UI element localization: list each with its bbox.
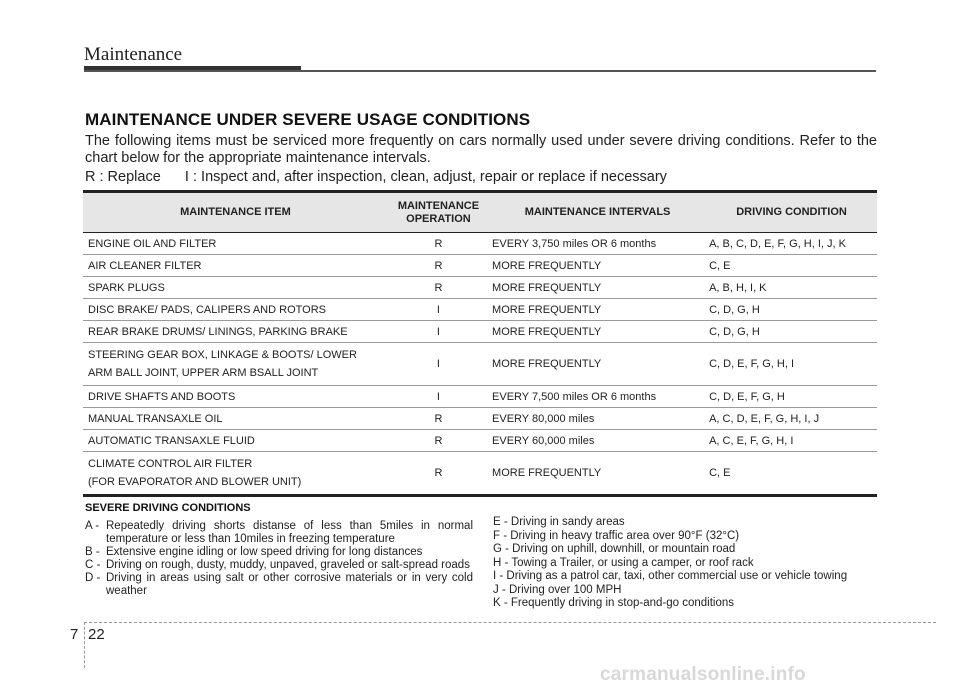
cell-driving-condition: A, B, H, I, K [706, 277, 877, 299]
cell-maintenance-item [83, 255, 388, 277]
cell-interval: EVERY 3,750 miles OR 6 months [489, 233, 706, 255]
section-title: MAINTENANCE UNDER SEVERE USAGE CONDITIONS [85, 110, 531, 129]
cell-interval: MORE FREQUENTLY [489, 299, 706, 321]
condition-item [85, 546, 473, 559]
cell-operation: R [388, 233, 489, 255]
maintenance-table-wrapper [83, 190, 877, 497]
cell-operation: R [388, 408, 489, 430]
cell-maintenance-item [83, 452, 388, 496]
row-item-line1: CLIMATE CONTROL AIR FILTER [88, 458, 253, 470]
row-item-line1: AIR CLEANER FILTER [88, 259, 202, 272]
cell-driving-condition: C, E [706, 255, 877, 277]
condition-text: Repeatedly driving shorts distanse of less than 5miles in normal temperature or less than 10miles in freezing temperature [106, 520, 473, 545]
maintenance-table [83, 190, 877, 497]
table-row [83, 386, 877, 408]
footer-divider [84, 622, 85, 668]
condition-item: F - Driving in heavy traffic area over 90°F (32°C) [493, 529, 740, 542]
severe-conditions-title: SEVERE DRIVING CONDITIONS [85, 502, 251, 514]
condition-item [85, 520, 473, 546]
table-row [83, 255, 877, 277]
cell-driving-condition: A, C, D, E, F, G, H, I, J [706, 408, 877, 430]
condition-item: G - Driving on uphill, downhill, or mountain road [493, 543, 736, 555]
condition-text: Extensive engine idling or low speed driving for long distances [106, 546, 423, 558]
cell-maintenance-item [83, 233, 388, 255]
chapter-number: 7 [70, 626, 79, 643]
table-row [83, 321, 877, 343]
header-driving-condition: DRIVING CONDITION [706, 192, 877, 233]
table-header-row [83, 192, 877, 233]
row-item-line1: MANUAL TRANSAXLE OIL [88, 412, 223, 425]
cell-interval: MORE FREQUENTLY [489, 343, 706, 386]
cell-maintenance-item [83, 321, 388, 343]
cell-maintenance-item [83, 408, 388, 430]
header-maintenance-item: MAINTENANCE ITEM [83, 192, 388, 233]
cell-interval: EVERY 60,000 miles [489, 430, 706, 452]
header-rule [84, 70, 876, 72]
cell-interval: MORE FREQUENTLY [489, 452, 706, 496]
cell-operation: I [388, 299, 489, 321]
cell-driving-condition: C, D, G, H [706, 321, 877, 343]
condition-item: K - Frequently driving in stop-and-go conditions [493, 597, 734, 609]
condition-letter: B - [85, 546, 100, 558]
page-number: 22 [88, 626, 105, 643]
header-maintenance-operation: MAINTENANCE OPERATION [388, 192, 489, 233]
row-item-line1: ENGINE OIL AND FILTER [88, 237, 217, 250]
table-row [83, 299, 877, 321]
cell-interval: MORE FREQUENTLY [489, 255, 706, 277]
row-item-line1: SPARK PLUGS [88, 281, 165, 294]
cell-operation: R [388, 430, 489, 452]
table-row [83, 452, 877, 496]
table-row [83, 430, 877, 452]
row-item-line1: REAR BRAKE DRUMS/ LININGS, PARKING BRAKE [88, 325, 348, 338]
row-item-line1: STEERING GEAR BOX, LINKAGE & BOOTS/ LOWER [88, 349, 357, 361]
cell-driving-condition: A, C, E, F, G, H, I [706, 430, 877, 452]
condition-item: I - Driving as a patrol car, taxi, other commercial use or vehicle towing [493, 570, 848, 582]
cell-maintenance-item [83, 277, 388, 299]
cell-interval: EVERY 7,500 miles OR 6 months [489, 386, 706, 408]
row-item-line1: DRIVE SHAFTS AND BOOTS [88, 390, 236, 403]
condition-item: E - Driving in sandy areas [493, 516, 625, 528]
cell-operation: R [388, 452, 489, 496]
cell-operation: I [388, 386, 489, 408]
cell-driving-condition: C, D, E, F, G, H [706, 386, 877, 408]
severe-conditions-right-list [493, 516, 877, 611]
condition-item [85, 572, 473, 598]
cell-interval: MORE FREQUENTLY [489, 277, 706, 299]
page-header-title: Maintenance [84, 44, 183, 65]
condition-item: J - Driving over 100 MPH [493, 583, 622, 596]
cell-driving-condition: C, D, G, H [706, 299, 877, 321]
intro-paragraph: The following items must be serviced more frequently on cars normally used under severe driving conditions. Refer to the chart below for the appropriate maintenance intervals. [85, 133, 877, 166]
row-item-line2: ARM BALL JOINT, UPPER ARM BSALL JOINT [88, 367, 319, 379]
cell-maintenance-item [83, 343, 388, 386]
row-item-line2: (FOR EVAPORATOR AND BLOWER UNIT) [88, 476, 302, 488]
table-row [83, 408, 877, 430]
cell-maintenance-item [83, 430, 388, 452]
cell-operation: R [388, 255, 489, 277]
cell-maintenance-item [83, 299, 388, 321]
condition-letter: A - [85, 520, 100, 532]
cell-driving-condition: C, E [706, 452, 877, 496]
cell-operation: I [388, 343, 489, 386]
footer-rule [84, 622, 936, 623]
header-maintenance-intervals: MAINTENANCE INTERVALS [489, 192, 706, 233]
operation-legend: R : Replace I : Inspect and, after inspection, clean, adjust, repair or replace if necessary [85, 169, 667, 185]
cell-operation: I [388, 321, 489, 343]
cell-driving-condition: A, B, C, D, E, F, G, H, I, J, K [706, 233, 877, 255]
cell-driving-condition: C, D, E, F, G, H, I [706, 343, 877, 386]
row-item-line1: DISC BRAKE/ PADS, CALIPERS AND ROTORS [88, 303, 326, 316]
row-item-line1: AUTOMATIC TRANSAXLE FLUID [88, 434, 255, 447]
table-body [83, 233, 877, 496]
condition-letter: C - [85, 559, 101, 571]
table-row [83, 343, 877, 386]
table-row [83, 233, 877, 255]
condition-item: H - Towing a Trailer, or using a camper, or roof rack [493, 556, 754, 569]
condition-text: Driving on rough, dusty, muddy, unpaved, graveled or salt-spread roads [106, 559, 470, 571]
condition-text: Driving in areas using salt or other corrosive materials or in very cold weather [106, 572, 473, 597]
table-row [83, 277, 877, 299]
condition-letter: D - [85, 572, 101, 584]
cell-interval: MORE FREQUENTLY [489, 321, 706, 343]
severe-conditions-left-list [85, 520, 473, 598]
cell-operation: R [388, 277, 489, 299]
cell-maintenance-item [83, 386, 388, 408]
watermark: carmanualsonline.info [600, 664, 806, 685]
condition-item [85, 559, 473, 572]
cell-interval: EVERY 80,000 miles [489, 408, 706, 430]
